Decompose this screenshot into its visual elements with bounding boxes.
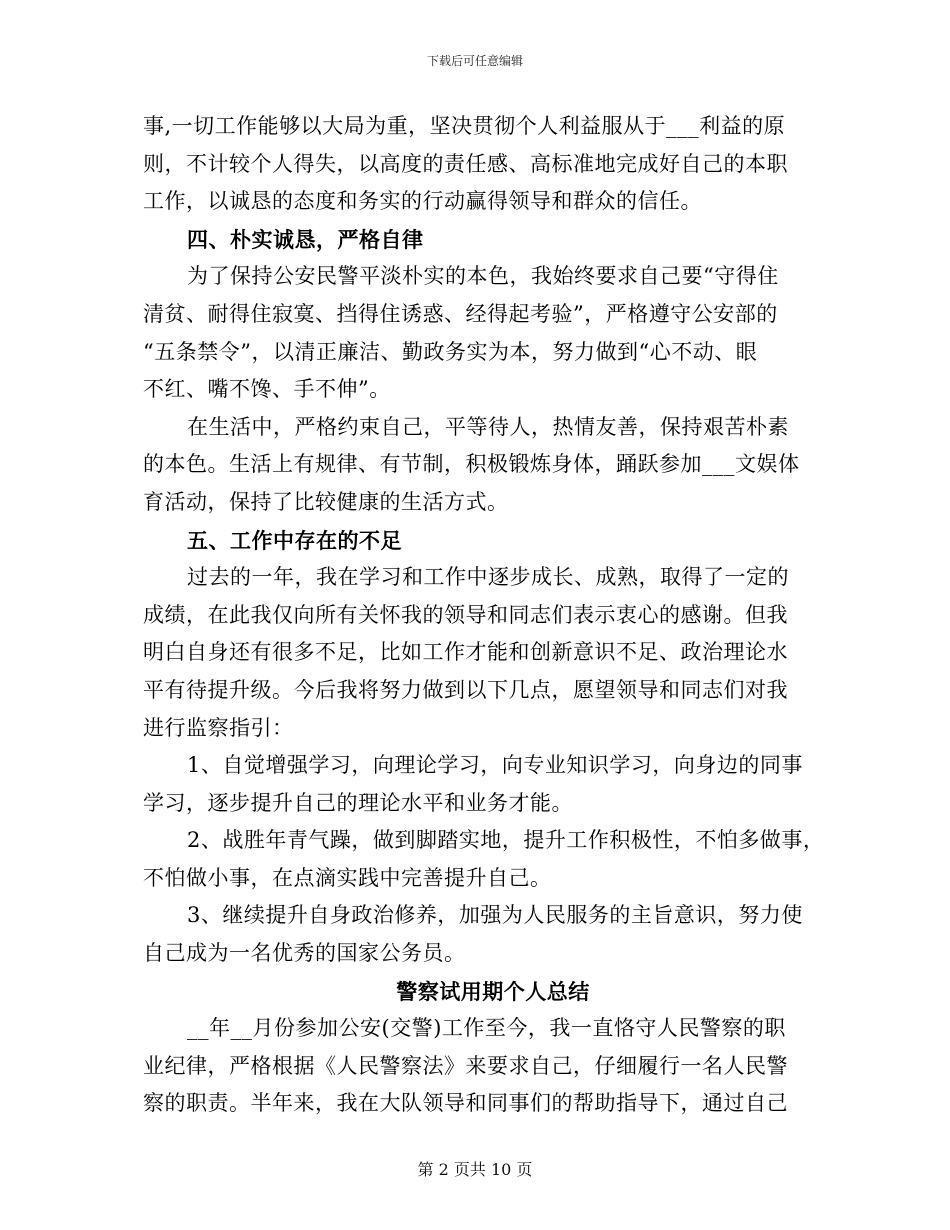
body-line: 为了保持公安民警平淡朴实的本色，我始终要求自己要“守得住 xyxy=(187,264,779,289)
body-line: 工作，以诚恳的态度和务实的行动赢得领导和群众的信任。 xyxy=(143,189,702,214)
body-line: 业纪律，严格根据《人民警察法》来要求自己，仔细履行一名人民警 xyxy=(143,1053,788,1078)
page-header: 下载后可任意编辑 xyxy=(426,54,523,68)
body-line: “五条禁令”，以清正廉洁、勤政务实为本，努力做到“心不动、眼 xyxy=(143,339,758,364)
section-heading: 四、朴实诚恳，严格自律 xyxy=(187,226,424,252)
body-line: 过去的一年，我在学习和工作中逐步成长、成熟，取得了一定的 xyxy=(187,565,789,590)
body-line: 进行监察指引： xyxy=(143,715,294,740)
body-line: 自己成为一名优秀的国家公务员。 xyxy=(143,941,466,966)
body-line: 明白自身还有很多不足，比如工作才能和创新意识不足、政治理论水 xyxy=(143,640,788,665)
body-line: 学习，逐步提升自己的理论水平和业务才能。 xyxy=(143,790,573,815)
list-item: 1、自觉增强学习，向理论学习，向专业知识学习，向身边的同事 xyxy=(187,753,803,778)
body-line: 的本色。生活上有规律、有节制，积极锻炼身体，踊跃参加___文娱体 xyxy=(143,452,800,477)
document-title: 警察试用期个人总结 xyxy=(396,978,590,1004)
list-item: 2、战胜年青气躁，做到脚踏实地，提升工作积极性，不怕多做事， xyxy=(187,828,825,853)
page-footer: 第 2 页共 10 页 xyxy=(417,1160,533,1179)
body-line: 平有待提升级。今后我将努力做到以下几点，愿望领导和同志们对我 xyxy=(143,677,788,702)
body-line: 事,一切工作能够以大局为重，坚决贯彻个人利益服从于___利益的原 xyxy=(143,114,786,138)
body-line: 育活动，保持了比较健康的生活方式。 xyxy=(143,489,509,514)
body-line: 则，不计较个人得失，以高度的责任感、高标准地完成好自己的本职 xyxy=(143,151,788,176)
body-line: 清贫、耐得住寂寞、挡得住诱惑、经得起考验”，严格遵守公安部的 xyxy=(143,301,778,326)
body-line: __年__月份参加公安(交警)工作至今，我一直恪守人民警察的职 xyxy=(187,1016,786,1041)
body-line: 不红、嘴不馋、手不伸”。 xyxy=(143,377,391,402)
body-line: 不怕做小事，在点滴实践中完善提升自己。 xyxy=(143,865,552,890)
body-line: 察的职责。半年来，我在大队领导和同事们的帮助指导下，通过自己 xyxy=(143,1091,788,1116)
list-item: 3、继续提升自身政治修养，加强为人民服务的主旨意识，努力使 xyxy=(187,903,803,928)
body-line: 在生活中，严格约束自己，平等待人，热情友善，保持艰苦朴素 xyxy=(187,414,789,439)
document-body xyxy=(143,108,825,1123)
section-heading: 五、工作中存在的不足 xyxy=(187,527,402,553)
body-line: 成绩，在此我仅向所有关怀我的领导和同志们表示衷心的感谢。但我 xyxy=(143,602,788,627)
